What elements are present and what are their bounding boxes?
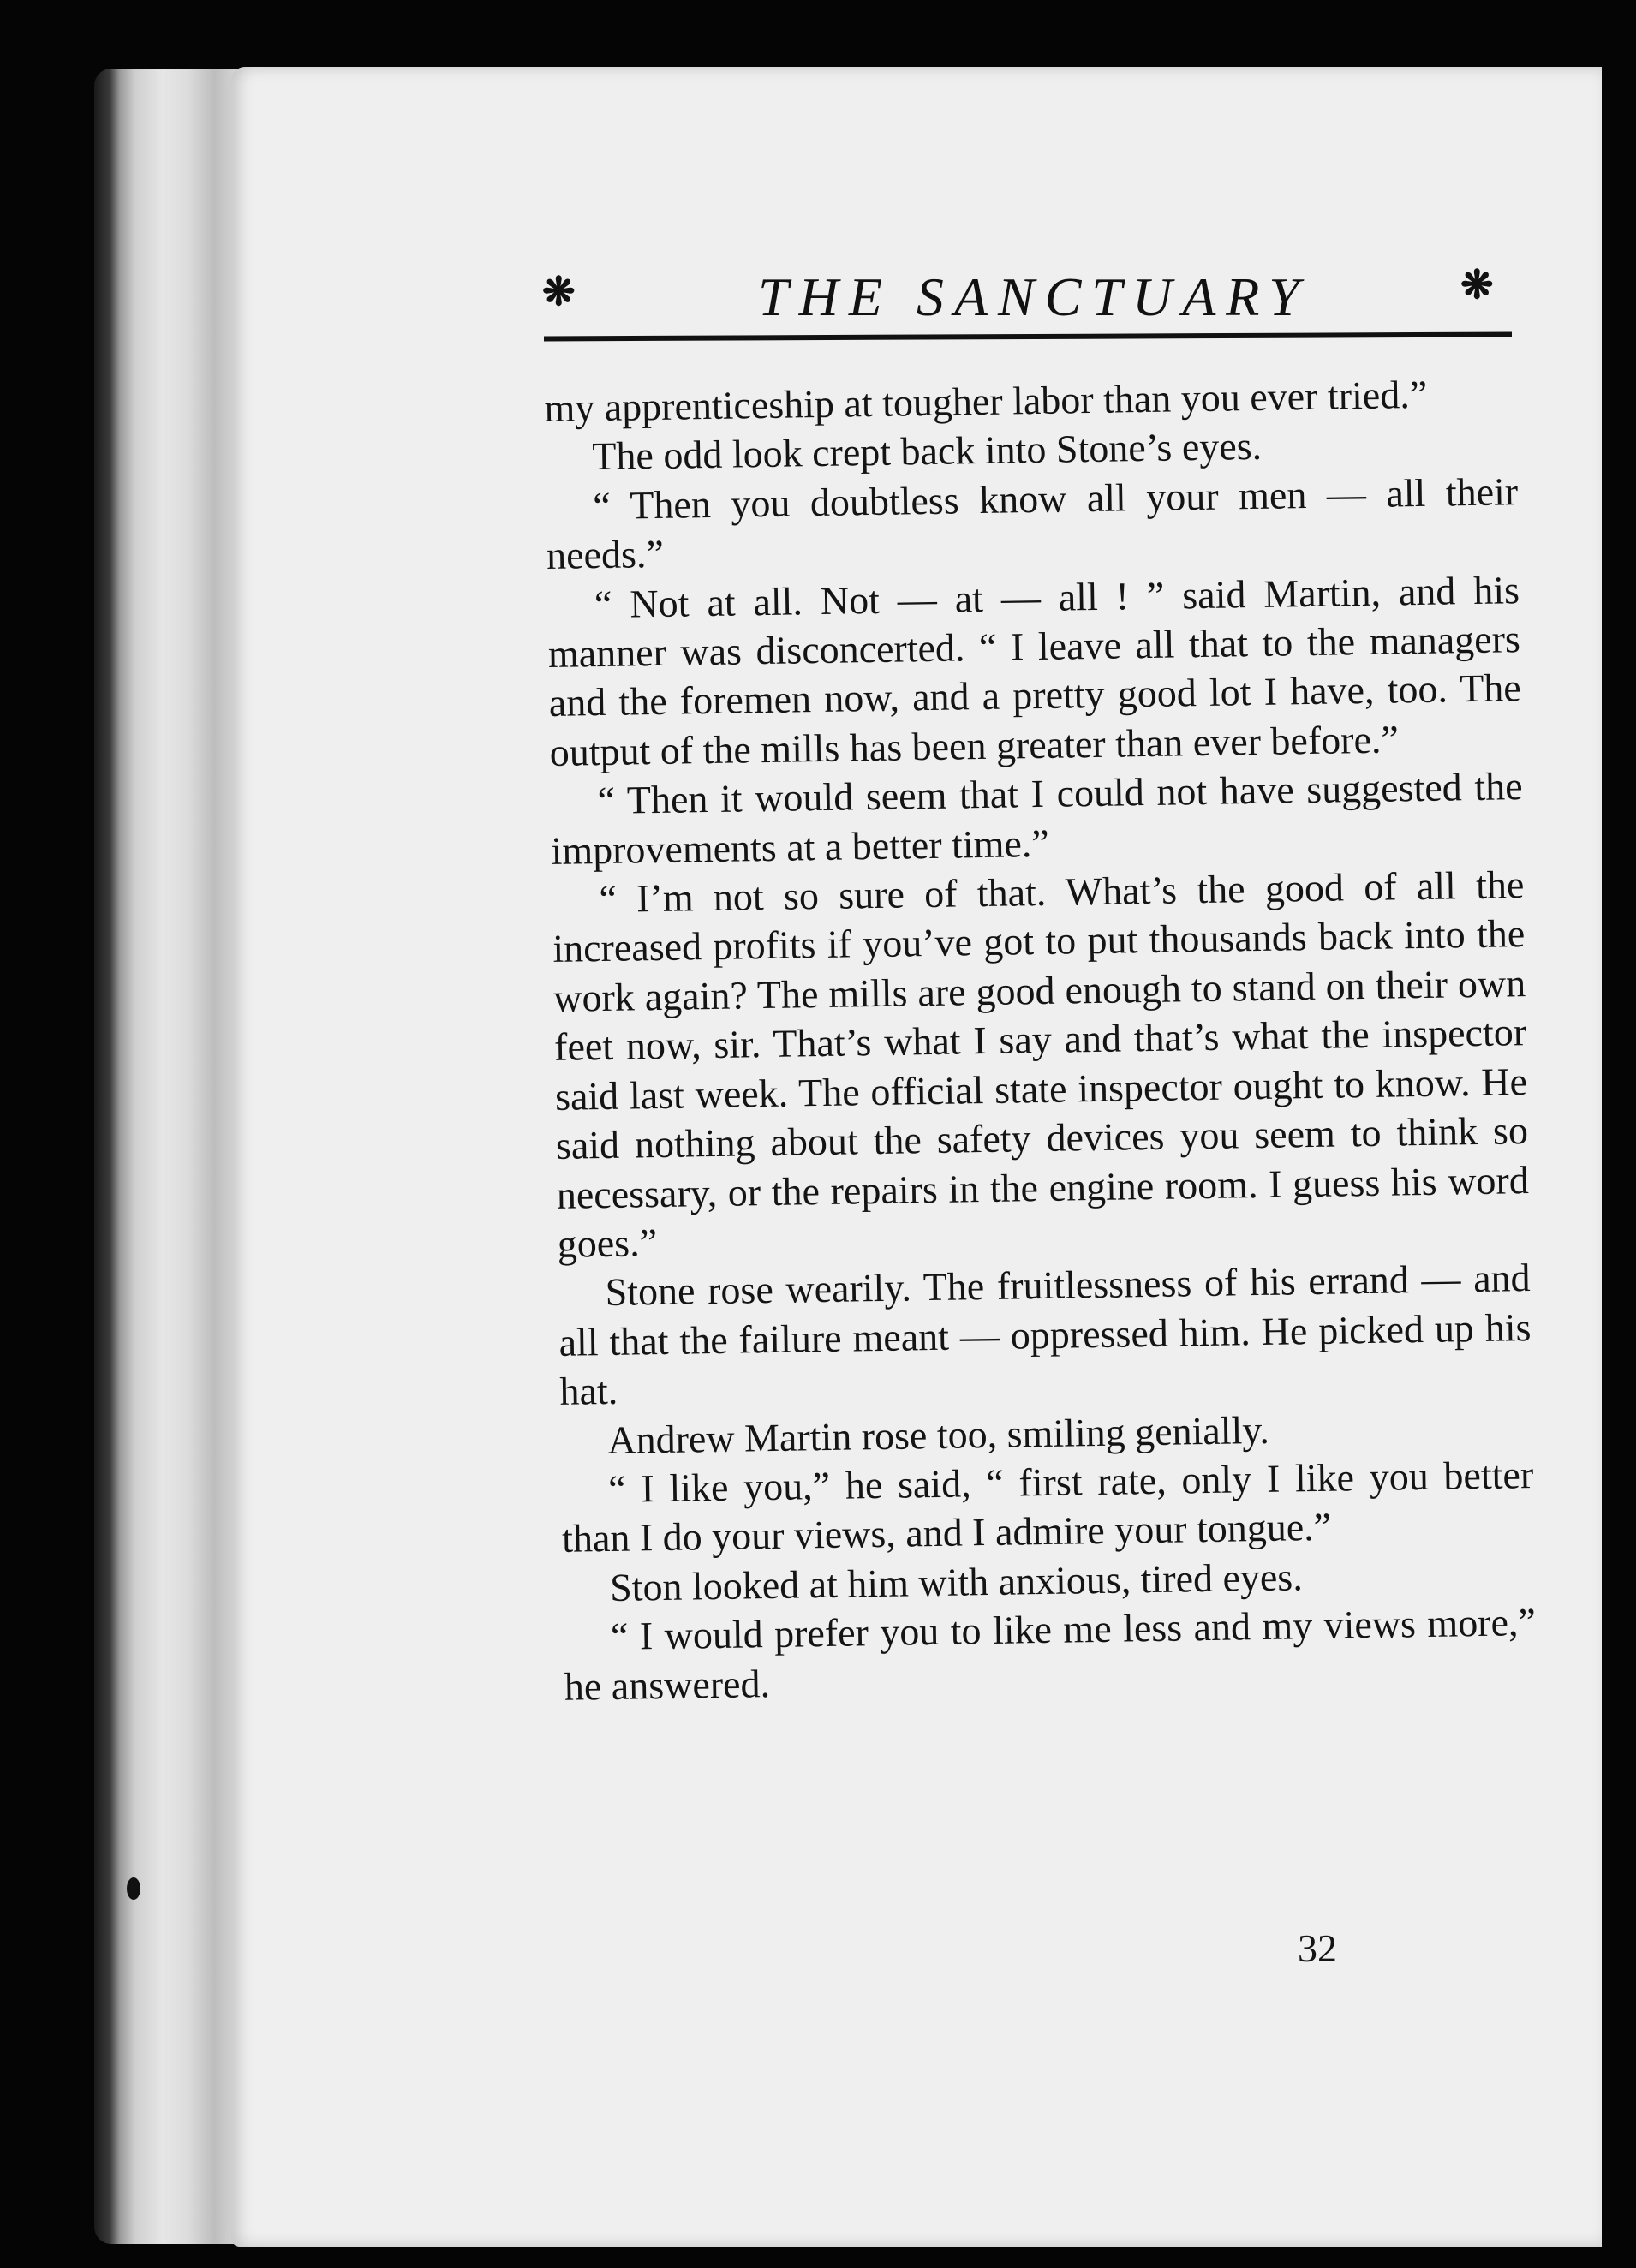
- paragraph: my apprenticeship at tougher labor than you ever tried.”: [544, 372, 1428, 430]
- running-title: THE SANCTUARY: [758, 266, 1310, 327]
- page-number: 32: [1298, 1926, 1337, 1970]
- ornament-right-icon: ❋: [1460, 263, 1494, 307]
- paragraph: “ Then it would seem that I could not have suggested the improvements at a better time.”: [551, 764, 1523, 873]
- scan-speck: [127, 1877, 140, 1900]
- paragraph: The odd look crept back into Stone’s eyes.: [591, 424, 1263, 479]
- book-page-edges: [94, 69, 240, 2244]
- paragraph: “ Not at all. Not — at — all ! ” said Martin, and his manner was disconcerted. “ I leave all that to the managers and the foremen now, and a pretty good lot I have, too. The output of the mills has been greater than ever before.”: [547, 567, 1522, 774]
- ornament-left-icon: ❋: [542, 270, 576, 313]
- paragraph: “ I would prefer you to like me less and my views more,” he answered.: [564, 1600, 1537, 1709]
- paragraph: “ I’m not so sure of that. What’s the good of all the increased profits if you’ve got to put thousands back into the work again? The mills are good enough to stand on their own feet now, sir. That’s what I say and that’s what the inspector said last week. The official state inspector ought to know. He said nothing about the safety devices you seem to think so necessary, or the repairs in the engine room. I guess his word goes.”: [552, 862, 1530, 1266]
- paragraph: Stone rose wearily. The fruitlessness of his errand — and all that the failure meant — oppressed him. He picked up his hat.: [558, 1256, 1532, 1413]
- paragraph: Ston looked at him with anxious, tired eyes.: [609, 1555, 1304, 1609]
- paragraph: Andrew Martin rose too, smiling genially.: [606, 1407, 1270, 1462]
- paragraph: “ I like you,” he said, “ first rate, only I like you better than I do your views, and I admire your tongue.”: [561, 1452, 1534, 1561]
- running-header: [313, 197, 1512, 334]
- body-text: [544, 368, 1537, 1711]
- paragraph: “ Then you doubtless know all your men — all their needs.”: [546, 469, 1519, 578]
